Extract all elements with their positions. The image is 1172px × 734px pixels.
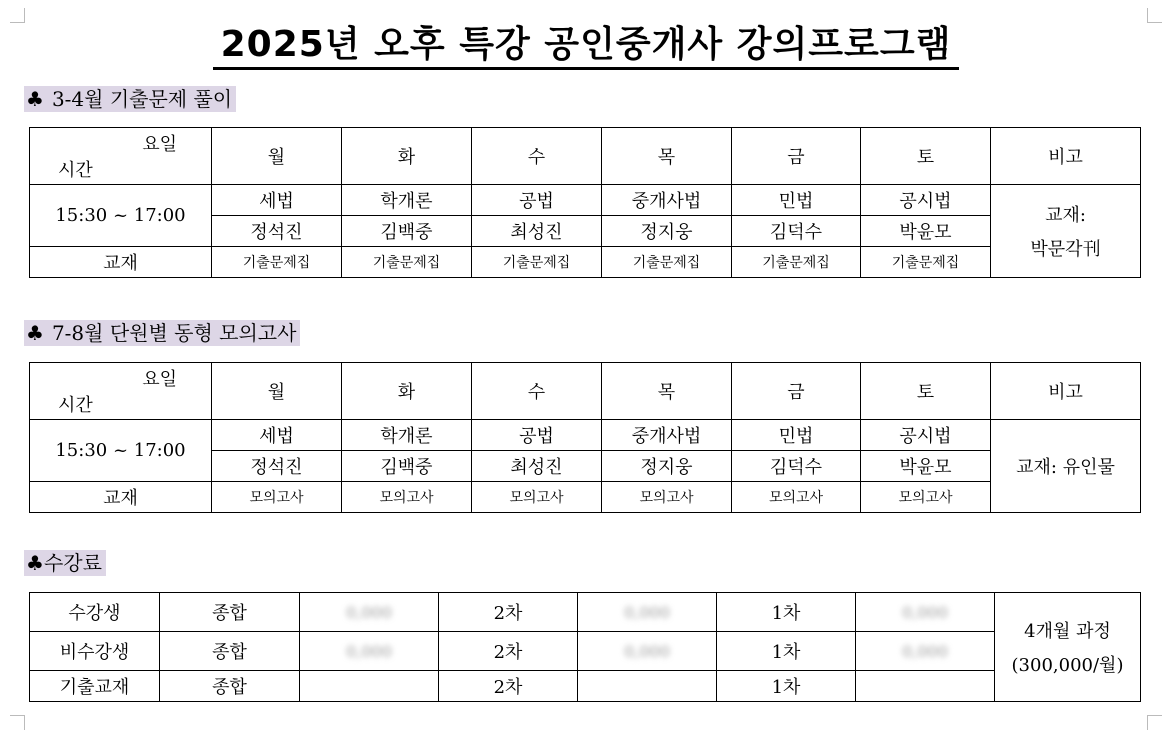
material-cell: 기출문제집 (602, 247, 732, 278)
teacher-cell: 최성진 (472, 451, 602, 482)
subject-cell: 민법 (732, 185, 861, 216)
material-cell: 기출문제집 (472, 247, 602, 278)
fee-row (30, 671, 1141, 702)
club-icon: ♣ (26, 87, 44, 111)
fee-row (30, 632, 1141, 671)
fee-round: 1차 (717, 671, 856, 702)
corner-cell (30, 128, 212, 185)
crop-mark-bottom-right (1147, 715, 1162, 730)
day-header: 금 (732, 363, 861, 420)
fee-remark-line: 4개월 과정 (1024, 621, 1111, 642)
teacher-cell: 정석진 (212, 451, 342, 482)
material-label: 교재 (30, 482, 212, 513)
corner-time-label: 시간 (58, 395, 93, 416)
section2-heading-text: 7-8월 단원별 동형 모의고사 (51, 321, 297, 345)
fee-price (300, 671, 439, 702)
subject-row (30, 185, 1141, 216)
subject-cell: 학개론 (342, 185, 472, 216)
teacher-cell: 김백중 (342, 451, 472, 482)
material-cell: 기출문제집 (342, 247, 472, 278)
day-header: 금 (732, 128, 861, 185)
schedule-table-1 (29, 127, 1141, 278)
fee-price (578, 671, 717, 702)
fee-row-label: 수강생 (30, 593, 160, 632)
subject-cell: 중개사법 (602, 185, 732, 216)
remark-line: 교재: (1045, 205, 1086, 226)
material-label: 교재 (30, 247, 212, 278)
section3-heading (24, 550, 106, 576)
day-header: 화 (342, 363, 472, 420)
corner-day-label: 요일 (142, 369, 177, 390)
fee-remark-line: (300,000/월) (1011, 655, 1124, 676)
material-row (30, 482, 1141, 513)
subject-cell: 중개사법 (602, 420, 732, 451)
subject-cell: 민법 (732, 420, 861, 451)
subject-cell: 공시법 (861, 185, 991, 216)
day-header: 수 (472, 363, 602, 420)
section1-heading (24, 86, 236, 112)
fee-row (30, 593, 1141, 632)
fee-remark-cell (995, 593, 1141, 702)
material-cell: 기출문제집 (212, 247, 342, 278)
fee-round: 1차 (717, 593, 856, 632)
day-header: 토 (861, 363, 991, 420)
schedule-table-2 (29, 362, 1141, 513)
teacher-cell: 박윤모 (861, 451, 991, 482)
teacher-cell: 최성진 (472, 216, 602, 247)
material-cell: 모의고사 (212, 482, 342, 513)
subject-cell: 학개론 (342, 420, 472, 451)
fee-round: 1차 (717, 632, 856, 671)
table-header-row (30, 128, 1141, 185)
teacher-cell: 김백중 (342, 216, 472, 247)
section3-heading-text: 수강료 (43, 551, 102, 575)
material-cell: 모의고사 (472, 482, 602, 513)
corner-cell (30, 363, 212, 420)
subject-cell: 공법 (472, 420, 602, 451)
blurred-price: 0,000 (902, 641, 948, 661)
remark-header: 비고 (991, 128, 1141, 185)
teacher-cell: 김덕수 (732, 216, 861, 247)
teacher-cell: 정지웅 (602, 451, 732, 482)
material-cell: 기출문제집 (732, 247, 861, 278)
fee-price (856, 632, 995, 671)
club-icon: ♣ (26, 321, 44, 345)
material-row (30, 247, 1141, 278)
fee-row-label: 기출교재 (30, 671, 160, 702)
fee-price (856, 671, 995, 702)
teacher-cell: 김덕수 (732, 451, 861, 482)
blurred-price: 0,000 (624, 602, 670, 622)
material-cell: 모의고사 (861, 482, 991, 513)
day-header: 월 (212, 128, 342, 185)
fee-price (578, 593, 717, 632)
corner-time-label: 시간 (58, 160, 93, 181)
fee-type: 종합 (160, 593, 300, 632)
subject-cell: 공시법 (861, 420, 991, 451)
club-icon: ♣ (26, 551, 44, 575)
fee-round: 2차 (439, 593, 578, 632)
fee-price (300, 593, 439, 632)
day-header: 목 (602, 363, 732, 420)
teacher-cell: 정지웅 (602, 216, 732, 247)
day-header: 목 (602, 128, 732, 185)
fee-round: 2차 (439, 632, 578, 671)
fee-round: 2차 (439, 671, 578, 702)
blurred-price: 0,000 (624, 641, 670, 661)
section2-heading (24, 320, 300, 346)
material-cell: 모의고사 (602, 482, 732, 513)
fee-table (29, 592, 1141, 702)
day-header: 수 (472, 128, 602, 185)
blurred-price: 0,000 (346, 602, 392, 622)
time-cell: 15:30 ~ 17:00 (30, 185, 212, 247)
remark-line: 박문각刊 (1030, 239, 1101, 260)
material-cell: 기출문제집 (861, 247, 991, 278)
day-header: 월 (212, 363, 342, 420)
day-header: 화 (342, 128, 472, 185)
remark-cell: 교재: 유인물 (991, 420, 1141, 513)
material-cell: 모의고사 (732, 482, 861, 513)
fee-price (856, 593, 995, 632)
time-cell: 15:30 ~ 17:00 (30, 420, 212, 482)
fee-price (300, 632, 439, 671)
blurred-price: 0,000 (902, 602, 948, 622)
table-header-row (30, 363, 1141, 420)
fee-price (578, 632, 717, 671)
fee-type: 종합 (160, 632, 300, 671)
remark-cell (991, 185, 1141, 278)
blurred-price: 0,000 (346, 641, 392, 661)
remark-header: 비고 (991, 363, 1141, 420)
subject-cell: 세법 (212, 420, 342, 451)
material-cell: 모의고사 (342, 482, 472, 513)
subject-cell: 공법 (472, 185, 602, 216)
document-title: 2025년 오후 특강 공인중개사 강의프로그램 (213, 24, 960, 70)
subject-row (30, 420, 1141, 451)
subject-cell: 세법 (212, 185, 342, 216)
fee-row-label: 비수강생 (30, 632, 160, 671)
teacher-cell: 정석진 (212, 216, 342, 247)
fee-type: 종합 (160, 671, 300, 702)
section1-heading-text: 3-4월 기출문제 풀이 (51, 87, 233, 111)
document-title-wrap (0, 16, 1172, 67)
corner-day-label: 요일 (142, 134, 177, 155)
crop-mark-bottom-left (10, 715, 25, 730)
teacher-cell: 박윤모 (861, 216, 991, 247)
day-header: 토 (861, 128, 991, 185)
